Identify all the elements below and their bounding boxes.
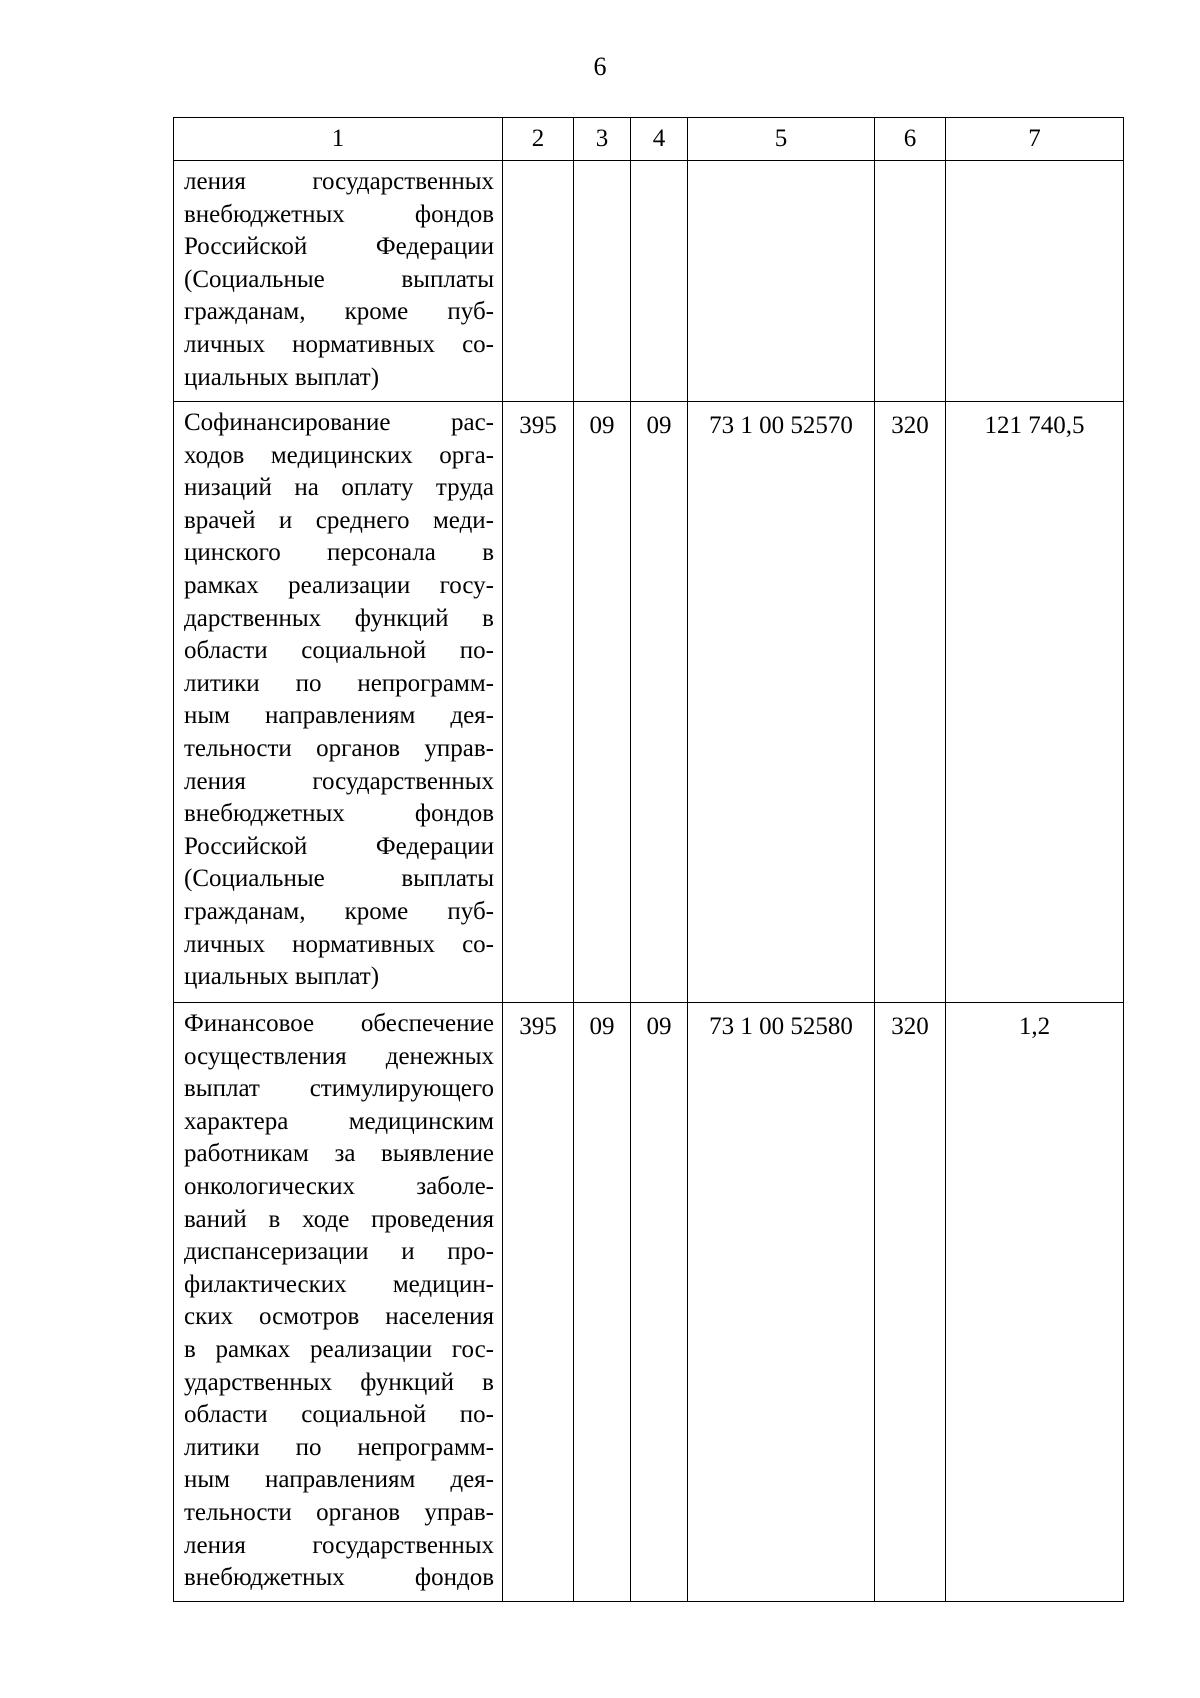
description-line: филактических медицин- xyxy=(184,1270,494,1298)
cell-target-article xyxy=(688,161,875,402)
description-line: ваний в ходе проведения xyxy=(184,1205,494,1233)
description-line: личных нормативных со- xyxy=(184,930,494,958)
cell-expense-type: 320 xyxy=(875,1003,946,1602)
description-line: рамках реализации госу- xyxy=(184,571,494,599)
description-line: области социальной по- xyxy=(184,637,494,665)
description-line: области социальной по- xyxy=(184,1401,494,1429)
page-number: 6 xyxy=(593,52,607,81)
row-description xyxy=(174,402,503,1003)
cell-admin-code xyxy=(503,161,574,402)
description-line: (Социальные выплаты xyxy=(184,265,494,293)
cell-amount xyxy=(946,161,1124,402)
description-line: ходов медицинских орга- xyxy=(184,441,494,469)
cell-subsection: 09 xyxy=(631,402,688,1003)
description-line: цинского персонала в xyxy=(184,539,494,567)
table-row xyxy=(174,1003,1124,1602)
header-col-4: 4 xyxy=(631,118,688,161)
description-line: выплат стимулирующего xyxy=(184,1075,494,1103)
description-line: личных нормативных со- xyxy=(184,330,494,358)
cell-amount: 121 740,5 xyxy=(946,402,1124,1003)
header-col-6: 6 xyxy=(875,118,946,161)
description-line: врачей и среднего меди- xyxy=(184,506,494,534)
description-line: Российской Федерации xyxy=(184,832,494,860)
description-line: ным направлениям дея- xyxy=(184,702,494,730)
header-col-1: 1 xyxy=(174,118,503,161)
description-line: литики по непрограмм- xyxy=(184,1433,494,1461)
header-col-3: 3 xyxy=(574,118,631,161)
table-row xyxy=(174,402,1124,1003)
description-line: внебюджетных фондов xyxy=(184,800,494,828)
description-line: онкологических заболе- xyxy=(184,1172,494,1200)
cell-subsection: 09 xyxy=(631,1003,688,1602)
cell-expense-type xyxy=(875,161,946,402)
description-line: ских осмотров населения xyxy=(184,1303,494,1331)
description-line: ления государственных xyxy=(184,767,494,795)
description-line: в рамках реализации гос- xyxy=(184,1335,494,1363)
description-line: тельности органов управ- xyxy=(184,734,494,762)
table-row xyxy=(174,161,1124,402)
budget-table xyxy=(173,117,1124,1602)
description-line: литики по непрограмм- xyxy=(184,669,494,697)
description-line: гражданам, кроме пуб- xyxy=(184,298,494,326)
description-line: низаций на оплату труда xyxy=(184,474,494,502)
description-line: ления государственных xyxy=(184,1531,494,1559)
description-line: характера медицинским xyxy=(184,1107,494,1135)
description-line: тельности органов управ- xyxy=(184,1498,494,1526)
description-line: Софинансирование рас- xyxy=(184,409,494,436)
header-col-5: 5 xyxy=(688,118,875,161)
cell-section: 09 xyxy=(574,1003,631,1602)
description-line: дарственных функций в xyxy=(184,604,494,632)
description-line: циальных выплат) xyxy=(184,963,380,991)
header-col-2: 2 xyxy=(503,118,574,161)
description-line: внебюджетных фондов xyxy=(184,200,494,228)
description-line: диспансеризации и про- xyxy=(184,1238,494,1266)
description-line: ления государственных xyxy=(184,168,494,195)
description-line: гражданам, кроме пуб- xyxy=(184,897,494,925)
description-line: циальных выплат) xyxy=(184,363,380,391)
description-line: Финансовое обеспечение xyxy=(184,1010,494,1037)
description-line: внебюджетных фондов xyxy=(184,1564,494,1592)
cell-admin-code: 395 xyxy=(503,1003,574,1602)
cell-amount: 1,2 xyxy=(946,1003,1124,1602)
description-line: (Социальные выплаты xyxy=(184,865,494,893)
cell-section: 09 xyxy=(574,402,631,1003)
description-line: осуществления денежных xyxy=(184,1042,494,1070)
header-row xyxy=(174,118,1124,161)
cell-admin-code: 395 xyxy=(503,402,574,1003)
header-col-7: 7 xyxy=(946,118,1124,161)
cell-target-article: 73 1 00 52580 xyxy=(688,1003,875,1602)
row-description xyxy=(174,161,503,402)
cell-expense-type: 320 xyxy=(875,402,946,1003)
row-description xyxy=(174,1003,503,1602)
description-line: ударственных функций в xyxy=(184,1368,494,1396)
cell-section xyxy=(574,161,631,402)
description-line: Российской Федерации xyxy=(184,233,494,261)
description-line: ным направлениям дея- xyxy=(184,1466,494,1494)
cell-subsection xyxy=(631,161,688,402)
cell-target-article: 73 1 00 52570 xyxy=(688,402,875,1003)
description-line: работникам за выявление xyxy=(184,1140,494,1168)
